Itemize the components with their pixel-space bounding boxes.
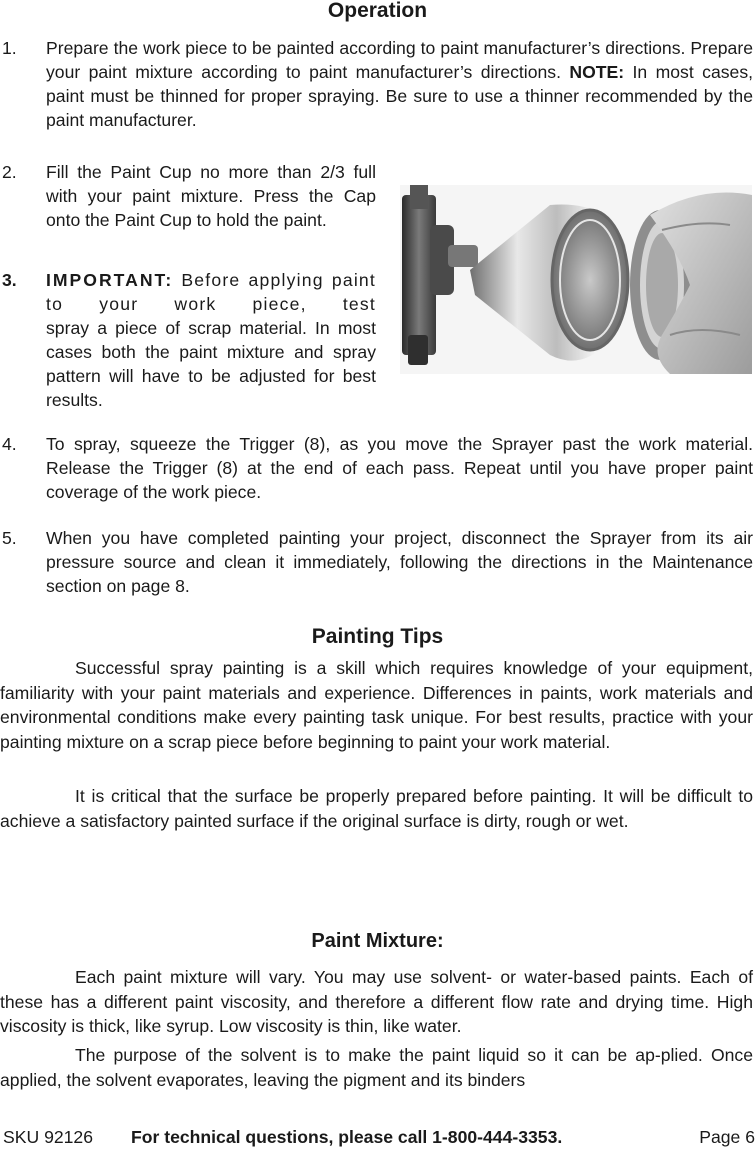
step-text: IMPORTANT: Before applying paint to your work piece, test spray a piece of scrap material. In most cases both the paint mixture and spray pattern will have to be adjusted for best results.: [46, 270, 376, 410]
tech-support-line: For technical questions, please call 1-800-444-3353.: [131, 1127, 563, 1147]
operation-step-2: [0, 160, 380, 260]
page-footer: [0, 1124, 755, 1150]
step-number: 3.: [2, 270, 17, 290]
sku-label: SKU 92126: [3, 1127, 93, 1147]
note-label: NOTE:: [569, 62, 625, 82]
paint-mixture-heading: Paint Mixture:: [311, 930, 444, 952]
painting-tips-paragraph-1: Successful spray painting is a skill which requires knowledge of your equipment, familiarity with your paint materials and experience. Differences in paints, work materials and environmental conditions make every painting task unique. For best results, practice with your painting mixture on a scrap piece before beginning to paint your work material.: [0, 658, 753, 752]
page-number: Page 6: [699, 1127, 755, 1147]
operation-heading: Operation: [327, 0, 428, 22]
step-number: 2.: [2, 162, 17, 182]
step-text: When you have completed painting your project, disconnect the Sprayer from its air pressure source and clean it immediately, following the directions in the Maintenance section on page 8.: [46, 528, 753, 596]
painting-tips-heading: Painting Tips: [311, 625, 444, 648]
step-text: Fill the Paint Cup no more than 2/3 full with your paint mixture. Press the Cap onto the Paint Cup to hold the paint.: [46, 162, 376, 230]
paint-mixture-paragraph-2: The purpose of the solvent is to make the paint liquid so it can be ap-plied. Once applied, the solvent evaporates, leaving the pigment and its binders: [0, 1045, 753, 1090]
important-label: IMPORTANT:: [46, 270, 174, 290]
operation-step-4: [0, 432, 755, 508]
step-number: 4.: [2, 434, 17, 454]
operation-step-5: [0, 526, 755, 602]
operation-step-1: [0, 36, 755, 136]
paint-cup-photo: [400, 185, 752, 374]
painting-tips-paragraph-2: It is critical that the surface be properly prepared before painting. It will be difficult to achieve a satisfactory painted surface if the original surface is dirty, rough or wet.: [0, 786, 753, 831]
step-number: 5.: [2, 528, 17, 548]
paint-mixture-paragraph-1: Each paint mixture will vary. You may use solvent- or water-based paints. Each of these has a different paint viscosity, and therefore a different flow rate and drying time. High viscosity is thick, like syrup. Low viscosity is thin, like water.: [0, 967, 753, 1036]
step-text: Prepare the work piece to be painted according to paint manufacturer’s directions. Prepare your paint mixture according to paint manufacturer’s directions. NOTE: In most cases, paint must be thinned for proper spraying. Be sure to use a thinner recommended by the paint manufacturer.: [46, 38, 754, 130]
operation-step-3: [0, 268, 380, 418]
step-text: To spray, squeeze the Trigger (8), as you move the Sprayer past the work material. Release the Trigger (8) at the end of each pass. Repeat until you have proper paint coverage of the work piece.: [46, 434, 753, 502]
step-number: 1.: [2, 38, 17, 58]
